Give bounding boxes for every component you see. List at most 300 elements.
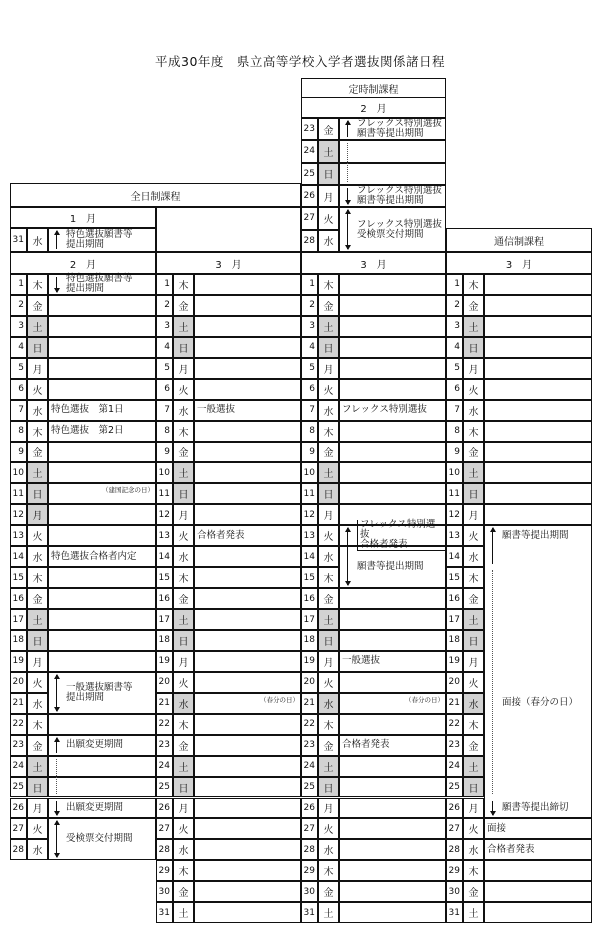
zennichi-mar-weekday: 土 <box>173 609 194 630</box>
zennichi-mar-day-number: 24 <box>156 756 173 777</box>
teiji-feb-day-number: 26 <box>301 185 318 207</box>
teiji-mar-weekday: 水 <box>318 693 339 714</box>
tsushin-mar-weekday: 水 <box>463 546 484 567</box>
zennichi-mar-event-label <box>194 525 301 546</box>
teiji-mar-event-cell <box>339 902 446 923</box>
teiji-mar-weekday: 日 <box>318 337 339 358</box>
teiji-mar-event-label <box>339 519 446 551</box>
zennichi-mar-weekday: 日 <box>173 630 194 651</box>
zennichi-mar-day-number: 28 <box>156 839 173 860</box>
zennichi-mar-day-number: 17 <box>156 609 173 630</box>
zennichi-mar-event-cell <box>194 421 301 442</box>
zennichi-feb-weekday: 水 <box>27 839 48 860</box>
tsushin-mar-event-cell <box>484 462 592 483</box>
zennichi-mar-day-number: 26 <box>156 798 173 819</box>
zennichi-feb-weekday: 水 <box>27 546 48 567</box>
teiji-mar-day-number: 7 <box>301 400 318 421</box>
tsushin-mar-weekday: 土 <box>463 316 484 337</box>
teiji-mar-weekday: 木 <box>318 714 339 735</box>
teiji-mar-event-cell <box>339 881 446 902</box>
tsushin-mar-day-number: 9 <box>446 442 463 463</box>
zennichi-feb-weekday: 月 <box>27 651 48 672</box>
zennichi-feb-weekday: 金 <box>27 442 48 463</box>
tsushin-mar-event-cell <box>484 504 592 525</box>
zennichi-mar-day-number: 5 <box>156 358 173 379</box>
zennichi-feb-event-cell <box>48 525 156 546</box>
teiji-mar-event-cell <box>339 672 446 693</box>
tsushin-mar-event-label <box>484 818 592 839</box>
zennichi-mar-event-cell <box>194 274 301 295</box>
zennichi-mar-weekday: 金 <box>173 735 194 756</box>
event-text: 合格者発表 <box>197 529 245 541</box>
teiji-mar-day-number: 6 <box>301 379 318 400</box>
zennichi-feb-weekday: 土 <box>27 609 48 630</box>
zennichi-mar-day-number: 9 <box>156 442 173 463</box>
zennichi-mar-weekday: 土 <box>173 756 194 777</box>
teiji-feb-weekday: 日 <box>318 163 339 185</box>
teiji-mar-weekday: 土 <box>318 462 339 483</box>
tsushin-mar-event-label <box>484 839 592 860</box>
tsushin-mar-day-number: 19 <box>446 651 463 672</box>
teiji-mar-event-label <box>339 735 446 756</box>
tsushin-mar-day-number: 24 <box>446 756 463 777</box>
zennichi-mar-event-cell <box>194 295 301 316</box>
tsushin-mar-weekday: 木 <box>463 860 484 881</box>
zennichi-mar-event-label <box>194 400 301 421</box>
event-text: フレックス特別選抜 合格者発表 <box>357 520 446 551</box>
zennichi-feb-event-cell <box>48 777 156 798</box>
teiji-feb-day-number: 28 <box>301 230 318 252</box>
zennichi-mar-event-cell <box>194 379 301 400</box>
zennichi-mar-day-number: 15 <box>156 567 173 588</box>
tsushin-mar-day-number: 23 <box>446 735 463 756</box>
teiji-mar-day-number: 22 <box>301 714 318 735</box>
tsushin-mar-day-number: 4 <box>446 337 463 358</box>
zennichi-mar-weekday: 日 <box>173 777 194 798</box>
teiji-feb-event-label <box>339 118 446 140</box>
zennichi-feb-event-label <box>48 735 156 756</box>
teiji-mar-day-number: 5 <box>301 358 318 379</box>
zennichi-feb-weekday: 月 <box>27 358 48 379</box>
zennichi-mar-event-cell <box>194 839 301 860</box>
teiji-mar-day-number: 23 <box>301 735 318 756</box>
zennichi-mar-day-number: 3 <box>156 316 173 337</box>
zennichi-mar-event-cell <box>194 442 301 463</box>
zennichi-feb-event-cell <box>48 567 156 588</box>
event-text: 特色選抜願書等 提出期間 <box>66 273 133 295</box>
teiji-feb-weekday: 月 <box>318 185 339 207</box>
tsushin-mar-event-cell <box>484 902 592 923</box>
tsushin-mar-weekday: 日 <box>463 777 484 798</box>
event-text: 面接 <box>487 822 507 834</box>
zennichi-feb-day-number: 10 <box>10 462 27 483</box>
teiji-mar-weekday: 日 <box>318 630 339 651</box>
zennichi-feb-weekday: 木 <box>27 421 48 442</box>
month-header-jan: 1 月 <box>10 207 156 228</box>
zennichi-mar-day-number: 7 <box>156 400 173 421</box>
zennichi-mar-day-number: 14 <box>156 546 173 567</box>
event-text: 願書等提出締切 <box>502 801 569 813</box>
zennichi-mar-weekday: 水 <box>173 546 194 567</box>
event-text: 合格者発表 <box>342 739 390 751</box>
tsushin-mar-weekday: 月 <box>463 504 484 525</box>
zennichi-mar-weekday: 水 <box>173 839 194 860</box>
zennichi-mar-weekday: 木 <box>173 274 194 295</box>
teiji-mar-day-number: 20 <box>301 672 318 693</box>
zennichi-mar-weekday: 火 <box>173 525 194 546</box>
teiji-mar-weekday: 木 <box>318 274 339 295</box>
zennichi-feb-day-number: 25 <box>10 777 27 798</box>
teiji-feb-day-number: 23 <box>301 118 318 140</box>
teiji-mar-weekday: 土 <box>318 609 339 630</box>
teiji-mar-weekday: 水 <box>318 546 339 567</box>
zennichi-mar-event-cell <box>194 735 301 756</box>
page-title: 平成30年度 県立高等学校入学者選抜関係諸日程 <box>155 54 445 69</box>
teiji-mar-event-cell <box>339 316 446 337</box>
zennichi-mar-weekday: 金 <box>173 442 194 463</box>
teiji-mar-weekday: 月 <box>318 504 339 525</box>
event-text: 特色選抜 第2日 <box>51 425 124 437</box>
zennichi-feb-weekday: 日 <box>27 483 48 504</box>
tsushin-mar-weekday: 火 <box>463 379 484 400</box>
tsushin-mar-day-number: 15 <box>446 567 463 588</box>
zennichi-feb-event-label <box>48 421 156 442</box>
zennichi-feb-day-number: 20 <box>10 672 27 693</box>
zennichi-feb-weekday: 土 <box>27 462 48 483</box>
zennichi-feb-day-number: 21 <box>10 693 27 714</box>
tsushin-mar-day-number: 18 <box>446 630 463 651</box>
tsushin-mar-event-cell <box>484 421 592 442</box>
zennichi-feb-weekday: 金 <box>27 588 48 609</box>
teiji-mar-weekday: 火 <box>318 818 339 839</box>
tsushin-mar-event-label <box>484 693 592 714</box>
teiji-mar-event-cell <box>339 818 446 839</box>
zennichi-mar-day-number: 13 <box>156 525 173 546</box>
teiji-mar-day-number: 4 <box>301 337 318 358</box>
teiji-mar-event-cell <box>339 379 446 400</box>
tsushin-mar-event-cell <box>484 442 592 463</box>
zennichi-feb-event-cell <box>48 651 156 672</box>
tsushin-mar-day-number: 30 <box>446 881 463 902</box>
zennichi-feb-event-label <box>48 798 156 819</box>
teiji-mar-weekday: 月 <box>318 798 339 819</box>
zennichi-feb-weekday: 月 <box>27 504 48 525</box>
teiji-mar-day-number: 13 <box>301 525 318 546</box>
teiji-mar-day-number: 24 <box>301 756 318 777</box>
tsushin-mar-weekday: 月 <box>463 651 484 672</box>
tsushin-mar-day-number: 12 <box>446 504 463 525</box>
zennichi-feb-day-number: 2 <box>10 295 27 316</box>
tsushin-mar-day-number: 2 <box>446 295 463 316</box>
zennichi-mar-weekday: 月 <box>173 358 194 379</box>
tsushin-mar-weekday: 月 <box>463 798 484 819</box>
teiji-feb-day-number: 24 <box>301 140 318 162</box>
tsushin-mar-day-number: 8 <box>446 421 463 442</box>
teiji-mar-event-cell <box>339 462 446 483</box>
teiji-mar-day-number: 9 <box>301 442 318 463</box>
zennichi-feb-event-cell <box>48 358 156 379</box>
tsushin-mar-event-cell <box>484 860 592 881</box>
zennichi-feb-weekday: 火 <box>27 379 48 400</box>
event-text: 特色選抜合格者内定 <box>51 550 137 562</box>
tsushin-mar-event-cell <box>484 881 592 902</box>
teiji-mar-event-cell <box>339 756 446 777</box>
zennichi-feb-weekday: 木 <box>27 567 48 588</box>
teiji-mar-event-cell <box>339 588 446 609</box>
period-arrow-line <box>492 570 493 794</box>
teiji-mar-day-number: 26 <box>301 798 318 819</box>
zennichi-mar-day-number: 25 <box>156 777 173 798</box>
zennichi-mar-event-cell <box>194 860 301 881</box>
tsushin-mar-day-number: 1 <box>446 274 463 295</box>
teiji-mar-day-number: 25 <box>301 777 318 798</box>
zennichi-feb-day-number: 26 <box>10 798 27 819</box>
tsushin-mar-weekday: 日 <box>463 630 484 651</box>
event-text: 一般選抜 <box>342 655 381 667</box>
tsushin-mar-weekday: 木 <box>463 714 484 735</box>
tsushin-mar-weekday: 水 <box>463 839 484 860</box>
zennichi-feb-event-cell <box>48 714 156 735</box>
tsushin-mar-weekday: 日 <box>463 337 484 358</box>
zennichi-feb-holiday-note: （建国記念の日） <box>102 486 154 495</box>
zennichi-mar-weekday: 水 <box>173 693 194 714</box>
zennichi-mar-day-number: 11 <box>156 483 173 504</box>
zennichi-feb-day-number: 12 <box>10 504 27 525</box>
teiji-mar-weekday: 水 <box>318 839 339 860</box>
period-arrow-line <box>347 143 348 182</box>
tsushin-mar-event-cell <box>484 525 592 818</box>
zennichi-mar-event-cell <box>194 818 301 839</box>
teiji-mar-day-number: 16 <box>301 588 318 609</box>
event-text: フレックス特別選抜 願書等提出期間 <box>357 118 442 140</box>
tsushin-mar-day-number: 5 <box>446 358 463 379</box>
zennichi-mar-day-number: 19 <box>156 651 173 672</box>
tsushin-mar-day-number: 7 <box>446 400 463 421</box>
teiji-mar-weekday: 木 <box>318 567 339 588</box>
tsushin-mar-weekday: 土 <box>463 609 484 630</box>
zennichi-mar-event-cell <box>194 609 301 630</box>
teiji-mar-event-cell <box>339 798 446 819</box>
tsushin-mar-day-number: 11 <box>446 483 463 504</box>
event-text: 受検票交付期間 <box>66 833 133 845</box>
zennichi-feb-day-number: 23 <box>10 735 27 756</box>
zennichi-feb-day-number: 8 <box>10 421 27 442</box>
tsushin-mar-weekday: 木 <box>463 274 484 295</box>
tsushin-mar-day-number: 13 <box>446 525 463 546</box>
jan-weekday: 水 <box>27 228 48 252</box>
zennichi-mar-event-cell <box>194 777 301 798</box>
tsushin-mar-event-cell <box>484 337 592 358</box>
teiji-feb-weekday: 土 <box>318 140 339 162</box>
zennichi-feb-day-number: 14 <box>10 546 27 567</box>
zennichi-mar-event-cell <box>194 881 301 902</box>
zennichi-feb-day-number: 9 <box>10 442 27 463</box>
zennichi-mar-weekday: 月 <box>173 504 194 525</box>
zennichi-mar-weekday: 金 <box>173 881 194 902</box>
teiji-mar-event-label <box>339 546 446 588</box>
zennichi-mar-weekday: 火 <box>173 818 194 839</box>
teiji-mar-weekday: 日 <box>318 483 339 504</box>
teiji-mar-day-number: 27 <box>301 818 318 839</box>
teiji-mar-day-number: 12 <box>301 504 318 525</box>
section-header-tsushin: 通信制課程 <box>446 228 592 252</box>
teiji-mar-event-cell <box>339 714 446 735</box>
tsushin-mar-day-number: 29 <box>446 860 463 881</box>
event-text: フレックス特別選抜 <box>342 404 427 416</box>
zennichi-mar-weekday: 水 <box>173 400 194 421</box>
zennichi-mar-day-number: 12 <box>156 504 173 525</box>
event-text: 合格者発表 <box>487 843 535 855</box>
teiji-mar-event-cell <box>339 839 446 860</box>
teiji-mar-holiday-note: （春分の日） <box>405 695 444 704</box>
zennichi-mar-event-cell <box>194 588 301 609</box>
teiji-mar-event-label <box>339 400 446 421</box>
tsushin-mar-weekday: 水 <box>463 693 484 714</box>
jan-day-number: 31 <box>10 228 27 252</box>
event-text: 特色選抜 第1日 <box>51 404 124 416</box>
zennichi-mar-event-cell <box>194 756 301 777</box>
zennichi-mar-weekday: 月 <box>173 651 194 672</box>
zennichi-feb-event-label <box>48 672 156 714</box>
zennichi-mar-weekday: 木 <box>173 860 194 881</box>
tsushin-mar-weekday: 木 <box>463 421 484 442</box>
teiji-mar-event-cell <box>339 358 446 379</box>
zennichi-mar-event-cell <box>194 504 301 525</box>
tsushin-mar-weekday: 金 <box>463 442 484 463</box>
zennichi-mar-weekday: 金 <box>173 588 194 609</box>
zennichi-feb-weekday: 水 <box>27 400 48 421</box>
event-text: 特色選抜願書等 提出期間 <box>66 229 133 250</box>
tsushin-mar-weekday: 火 <box>463 672 484 693</box>
tsushin-mar-event-cell <box>484 400 592 421</box>
tsushin-mar-event-cell <box>484 295 592 316</box>
tsushin-mar-weekday: 水 <box>463 400 484 421</box>
teiji-mar-day-number: 3 <box>301 316 318 337</box>
teiji-mar-weekday: 金 <box>318 735 339 756</box>
tsushin-mar-day-number: 10 <box>446 462 463 483</box>
zennichi-mar-event-cell <box>194 567 301 588</box>
period-arrow-line <box>56 759 57 795</box>
tsushin-mar-day-number: 26 <box>446 798 463 819</box>
teiji-mar-day-number: 21 <box>301 693 318 714</box>
tsushin-mar-event-cell <box>484 358 592 379</box>
zennichi-mar-weekday: 火 <box>173 379 194 400</box>
zennichi-feb-day-number: 6 <box>10 379 27 400</box>
zennichi-feb-day-number: 16 <box>10 588 27 609</box>
teiji-mar-day-number: 29 <box>301 860 318 881</box>
zennichi-feb-event-cell <box>48 630 156 651</box>
tsushin-mar-weekday: 金 <box>463 295 484 316</box>
tsushin-mar-day-number: 3 <box>446 316 463 337</box>
zennichi-mar-event-cell <box>194 902 301 923</box>
zennichi-feb-event-cell <box>48 462 156 483</box>
zennichi-feb-weekday: 金 <box>27 735 48 756</box>
month-header-mar-tsushin: 3 月 <box>446 252 592 274</box>
tsushin-mar-weekday: 土 <box>463 462 484 483</box>
tsushin-mar-day-number: 16 <box>446 588 463 609</box>
teiji-feb-event-cell <box>339 140 446 162</box>
zennichi-mar-day-number: 10 <box>156 462 173 483</box>
teiji-mar-weekday: 土 <box>318 316 339 337</box>
teiji-mar-event-cell <box>339 483 446 504</box>
zennichi-mar-day-number: 22 <box>156 714 173 735</box>
teiji-mar-weekday: 金 <box>318 881 339 902</box>
tsushin-mar-event-cell <box>484 483 592 504</box>
teiji-mar-day-number: 18 <box>301 630 318 651</box>
zennichi-mar-event-cell <box>194 672 301 693</box>
zennichi-feb-event-cell <box>48 504 156 525</box>
teiji-mar-day-number: 1 <box>301 274 318 295</box>
zennichi-feb-weekday: 火 <box>27 525 48 546</box>
tsushin-mar-weekday: 金 <box>463 881 484 902</box>
teiji-mar-day-number: 31 <box>301 902 318 923</box>
zennichi-feb-day-number: 15 <box>10 567 27 588</box>
zennichi-mar-event-cell <box>194 316 301 337</box>
teiji-mar-weekday: 金 <box>318 588 339 609</box>
zennichi-mar-day-number: 20 <box>156 672 173 693</box>
tsushin-mar-weekday: 木 <box>463 567 484 588</box>
teiji-mar-day-number: 10 <box>301 462 318 483</box>
teiji-mar-day-number: 14 <box>301 546 318 567</box>
event-text: 出願変更期間 <box>66 801 124 813</box>
teiji-feb-weekday: 金 <box>318 118 339 140</box>
zennichi-feb-weekday: 月 <box>27 798 48 819</box>
teiji-mar-event-cell <box>339 421 446 442</box>
jan-event-label <box>48 228 156 252</box>
zennichi-feb-day-number: 22 <box>10 714 27 735</box>
zennichi-mar-weekday: 土 <box>173 316 194 337</box>
tsushin-mar-day-number: 20 <box>446 672 463 693</box>
zennichi-feb-event-cell <box>48 588 156 609</box>
tsushin-mar-day-number: 27 <box>446 818 463 839</box>
teiji-mar-weekday: 火 <box>318 379 339 400</box>
zennichi-mar-weekday: 月 <box>173 798 194 819</box>
teiji-mar-day-number: 8 <box>301 421 318 442</box>
zennichi-feb-day-number: 19 <box>10 651 27 672</box>
zennichi-feb-weekday: 水 <box>27 693 48 714</box>
zennichi-mar-weekday: 木 <box>173 567 194 588</box>
zennichi-mar-day-number: 4 <box>156 337 173 358</box>
month-header-mar-teiji: 3 月 <box>301 252 446 274</box>
teiji-mar-event-cell <box>339 337 446 358</box>
zennichi-feb-weekday: 金 <box>27 295 48 316</box>
teiji-mar-event-cell <box>339 609 446 630</box>
teiji-mar-event-cell <box>339 777 446 798</box>
zennichi-mar-event-cell <box>194 483 301 504</box>
zennichi-mar-day-number: 2 <box>156 295 173 316</box>
zennichi-mar-weekday: 土 <box>173 462 194 483</box>
zennichi-feb-event-label <box>48 400 156 421</box>
section-header-teiji: 定時制課程 <box>301 78 446 98</box>
zennichi-mar-day-number: 8 <box>156 421 173 442</box>
zennichi-mar-event-cell <box>194 462 301 483</box>
zennichi-mar-day-number: 1 <box>156 274 173 295</box>
teiji-mar-day-number: 28 <box>301 839 318 860</box>
teiji-mar-weekday: 金 <box>318 295 339 316</box>
teiji-mar-weekday: 木 <box>318 421 339 442</box>
tsushin-mar-weekday: 日 <box>463 483 484 504</box>
zennichi-feb-day-number: 17 <box>10 609 27 630</box>
tsushin-mar-event-cell <box>484 274 592 295</box>
zennichi-feb-event-label <box>48 546 156 567</box>
zennichi-mar-weekday: 日 <box>173 337 194 358</box>
event-text: 面接（春分の日） <box>502 697 579 709</box>
zennichi-mar-day-number: 30 <box>156 881 173 902</box>
teiji-feb-event-label <box>339 207 446 252</box>
zennichi-mar-event-cell <box>194 358 301 379</box>
zennichi-feb-event-label <box>48 818 156 860</box>
zennichi-feb-weekday: 日 <box>27 337 48 358</box>
